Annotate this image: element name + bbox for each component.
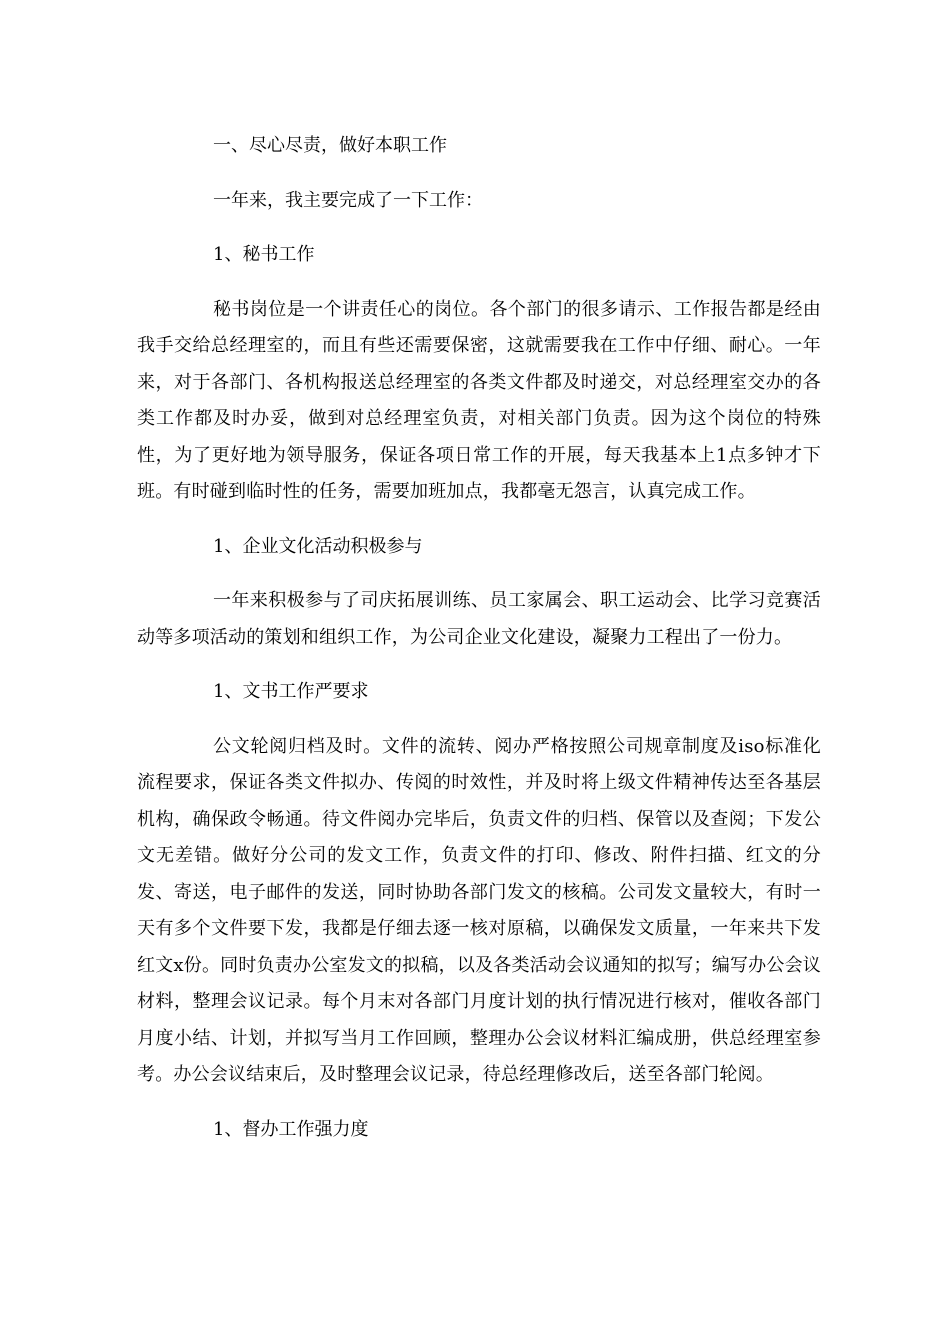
- paragraph-secretary: 秘书岗位是一个讲责任心的岗位。各个部门的很多请示、工作报告都是经由我手交给总经理室的，而且有些还需要保密，这就需要我在工作中仔细、耐心。一年来，对于各部门、各机构报送总经理室的各类文件都及时递交，对总经理室交办的各类工作都及时办妥，做到对总经理室负责，对相关部门负责。因为这个岗位的特殊性，为了更好地为领导服务，保证各项日常工作的开展，每天我基本上1点多钟才下班。有时碰到临时性的任务，需要加班加点，我都毫无怨言，认真完成工作。: [137, 298, 821, 502]
- paragraph-culture: 一年来积极参与了司庆拓展训练、员工家属会、职工运动会、比学习竞赛活动等多项活动的策划和组织工作，为公司企业文化建设，凝聚力工程出了一份力。: [137, 590, 821, 648]
- document-page: [137, 128, 821, 1148]
- section-heading: 一、尽心尽责，做好本职工作: [213, 135, 447, 156]
- subheading-secretary: 1、秘书工作: [213, 244, 315, 265]
- subheading-supervision: 1、督办工作强力度: [213, 1118, 369, 1140]
- subheading-culture: 1、企业文化活动积极参与: [213, 535, 423, 557]
- intro-line: 一年来，我主要完成了一下工作：: [213, 189, 483, 211]
- paragraph-documents: 公文轮阅归档及时。文件的流转、阅办严格按照公司规章制度及iso标准化流程要求，保证各类文件拟办、传阅的时效性，并及时将上级文件精神传达至各基层机构，确保政令畅通。待文件阅办完毕后，负责文件的归档、保管以及查阅；下发公文无差错。做好分公司的发文工作，负责文件的打印、修改、附件扫描、红文的分发、寄送，电子邮件的发送，同时协助各部门发文的核稿。公司发文量较大，有时一天有多个文件要下发，我都是仔细去逐一核对原稿，以确保发文质量，一年来共下发红文x份。同时负责办公室发文的拟稿，以及各类活动会议通知的拟写；编写办公会议材料，整理会议记录。每个月末对各部门月度计划的执行情况进行核对，催收各部门月度小结、计划，并拟写当月工作回顾，整理办公会议材料汇编成册，供总经理室参考。办公会议结束后，及时整理会议记录，待总经理修改后，送至各部门轮阅。: [137, 735, 821, 1085]
- subheading-documents: 1、文书工作严要求: [213, 681, 369, 702]
